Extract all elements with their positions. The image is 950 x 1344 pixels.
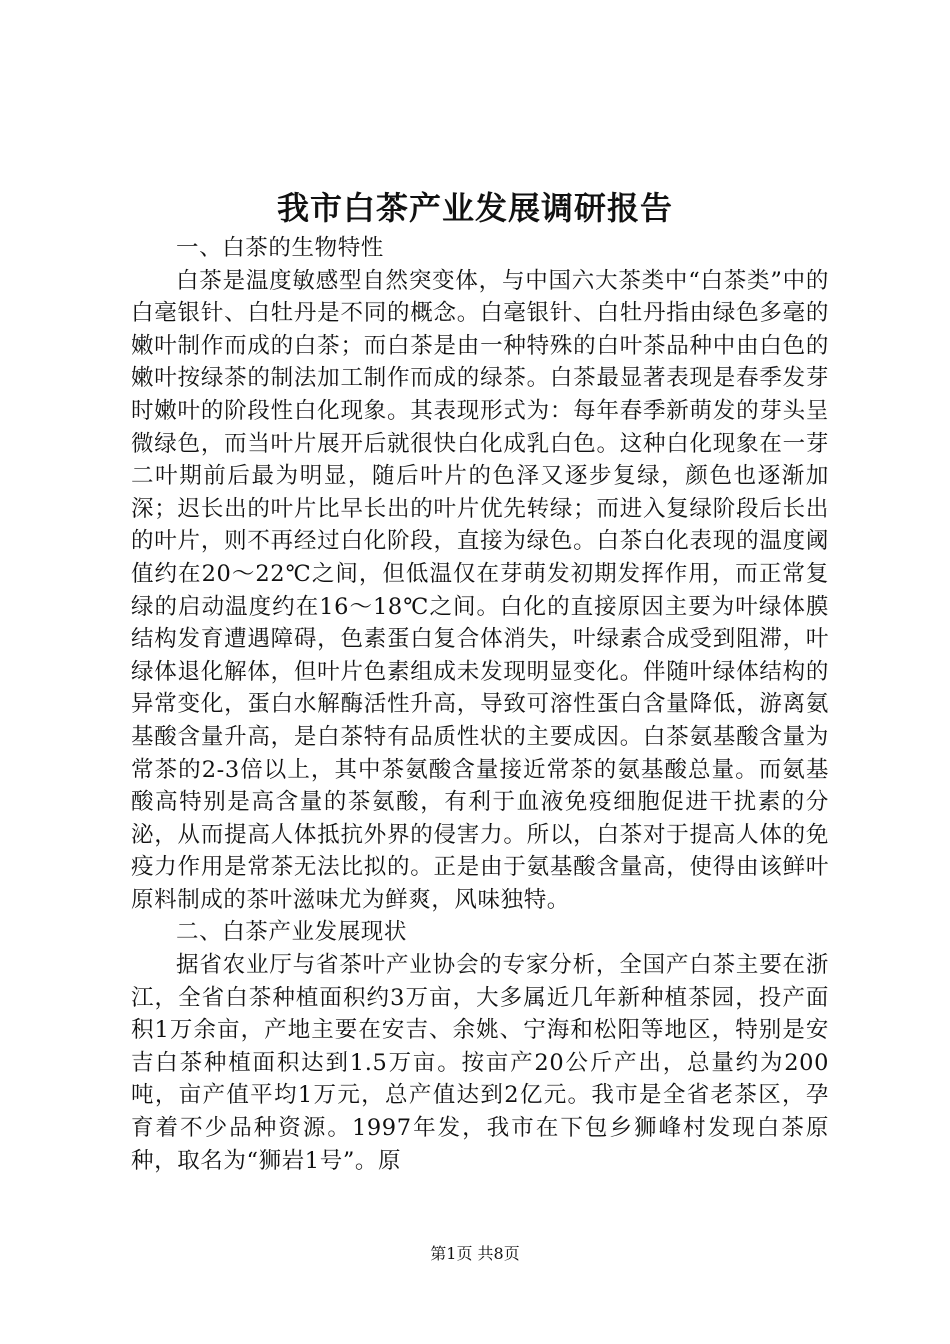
document-title: 我市白茶产业发展调研报告	[276, 189, 673, 227]
paragraph-industry-status: 据省农业厅与省茶叶产业协会的专家分析，全国产白茶主要在浙江，全省白茶种植面积约3万亩，大多属近几年新种植茶园，投产面积1万余亩，产地主要在安吉、余姚、宁海和松阳等地区，特别是安吉白茶种植面积达到1.5万亩。按亩产20公斤产出，总量约为200吨，亩产值平均1万元，总产值达到2亿元。我市是全省老茶区，孕育着不少品种资源。1997年发，我市在下包乡狮峰村发现白茶原种，取名为“狮岩1号”。原	[131, 952, 829, 1174]
page-footer	[0, 1242, 950, 1266]
paragraph-biology: 白茶是温度敏感型自然突变体，与中国六大茶类中“白茶类”中的白毫银针、白牡丹是不同的概念。白毫银针、白牡丹指由绿色多毫的嫩叶制作而成的白茶；而白茶是由一种特殊的白叶茶品种中由白色的嫩叶按绿茶的制法加工制作而成的绿茶。白茶最显著表现是春季发芽时嫩叶的阶段性白化现象。其表现形式为：每年春季新萌发的芽头呈微绿色，而当叶片展开后就很快白化成乳白色。这种白化现象在一芽二叶期前后最为明显，随后叶片的色泽又逐步复绿，颜色也逐渐加深；迟长出的叶片比早长出的叶片优先转绿；而进入复绿阶段后长出的叶片，则不再经过白化阶段，直接为绿色。白茶白化表现的温度阈值约在20～22℃之间，但低温仅在芽萌发初期发挥作用，而正常复绿的启动温度约在16～18℃之间。白化的直接原因主要为叶绿体膜结构发育遭遇障碍，色素蛋白复合体消失，叶绿素合成受到阻滞，叶绿体退化解体，但叶片色素组成未发现明显变化。伴随叶绿体结构的异常变化，蛋白水解酶活性升高，导致可溶性蛋白含量降低，游离氨基酸含量升高，是白茶特有品质性状的主要成因。白茶氨基酸含量为常茶的2-3倍以上，其中茶氨酸含量接近常茶的氨基酸总量。而氨基酸高特别是高含量的茶氨酸，有利于血液免疫细胞促进干扰素的分泌，从而提高人体抵抗外界的侵害力。所以，白茶对于提高人体的免疫力作用是常茶无法比拟的。正是由于氨基酸含量高，使得由该鲜叶原料制成的茶叶滋味尤为鲜爽，风味独特。	[131, 267, 829, 913]
section-heading-biology: 一、白茶的生物特性	[176, 235, 384, 261]
document-body	[131, 232, 829, 1177]
section-heading-industry-status: 二、白茶产业发展现状	[176, 919, 408, 946]
page-total: 共8页	[477, 1244, 520, 1263]
page-number: 第1页	[430, 1244, 473, 1263]
